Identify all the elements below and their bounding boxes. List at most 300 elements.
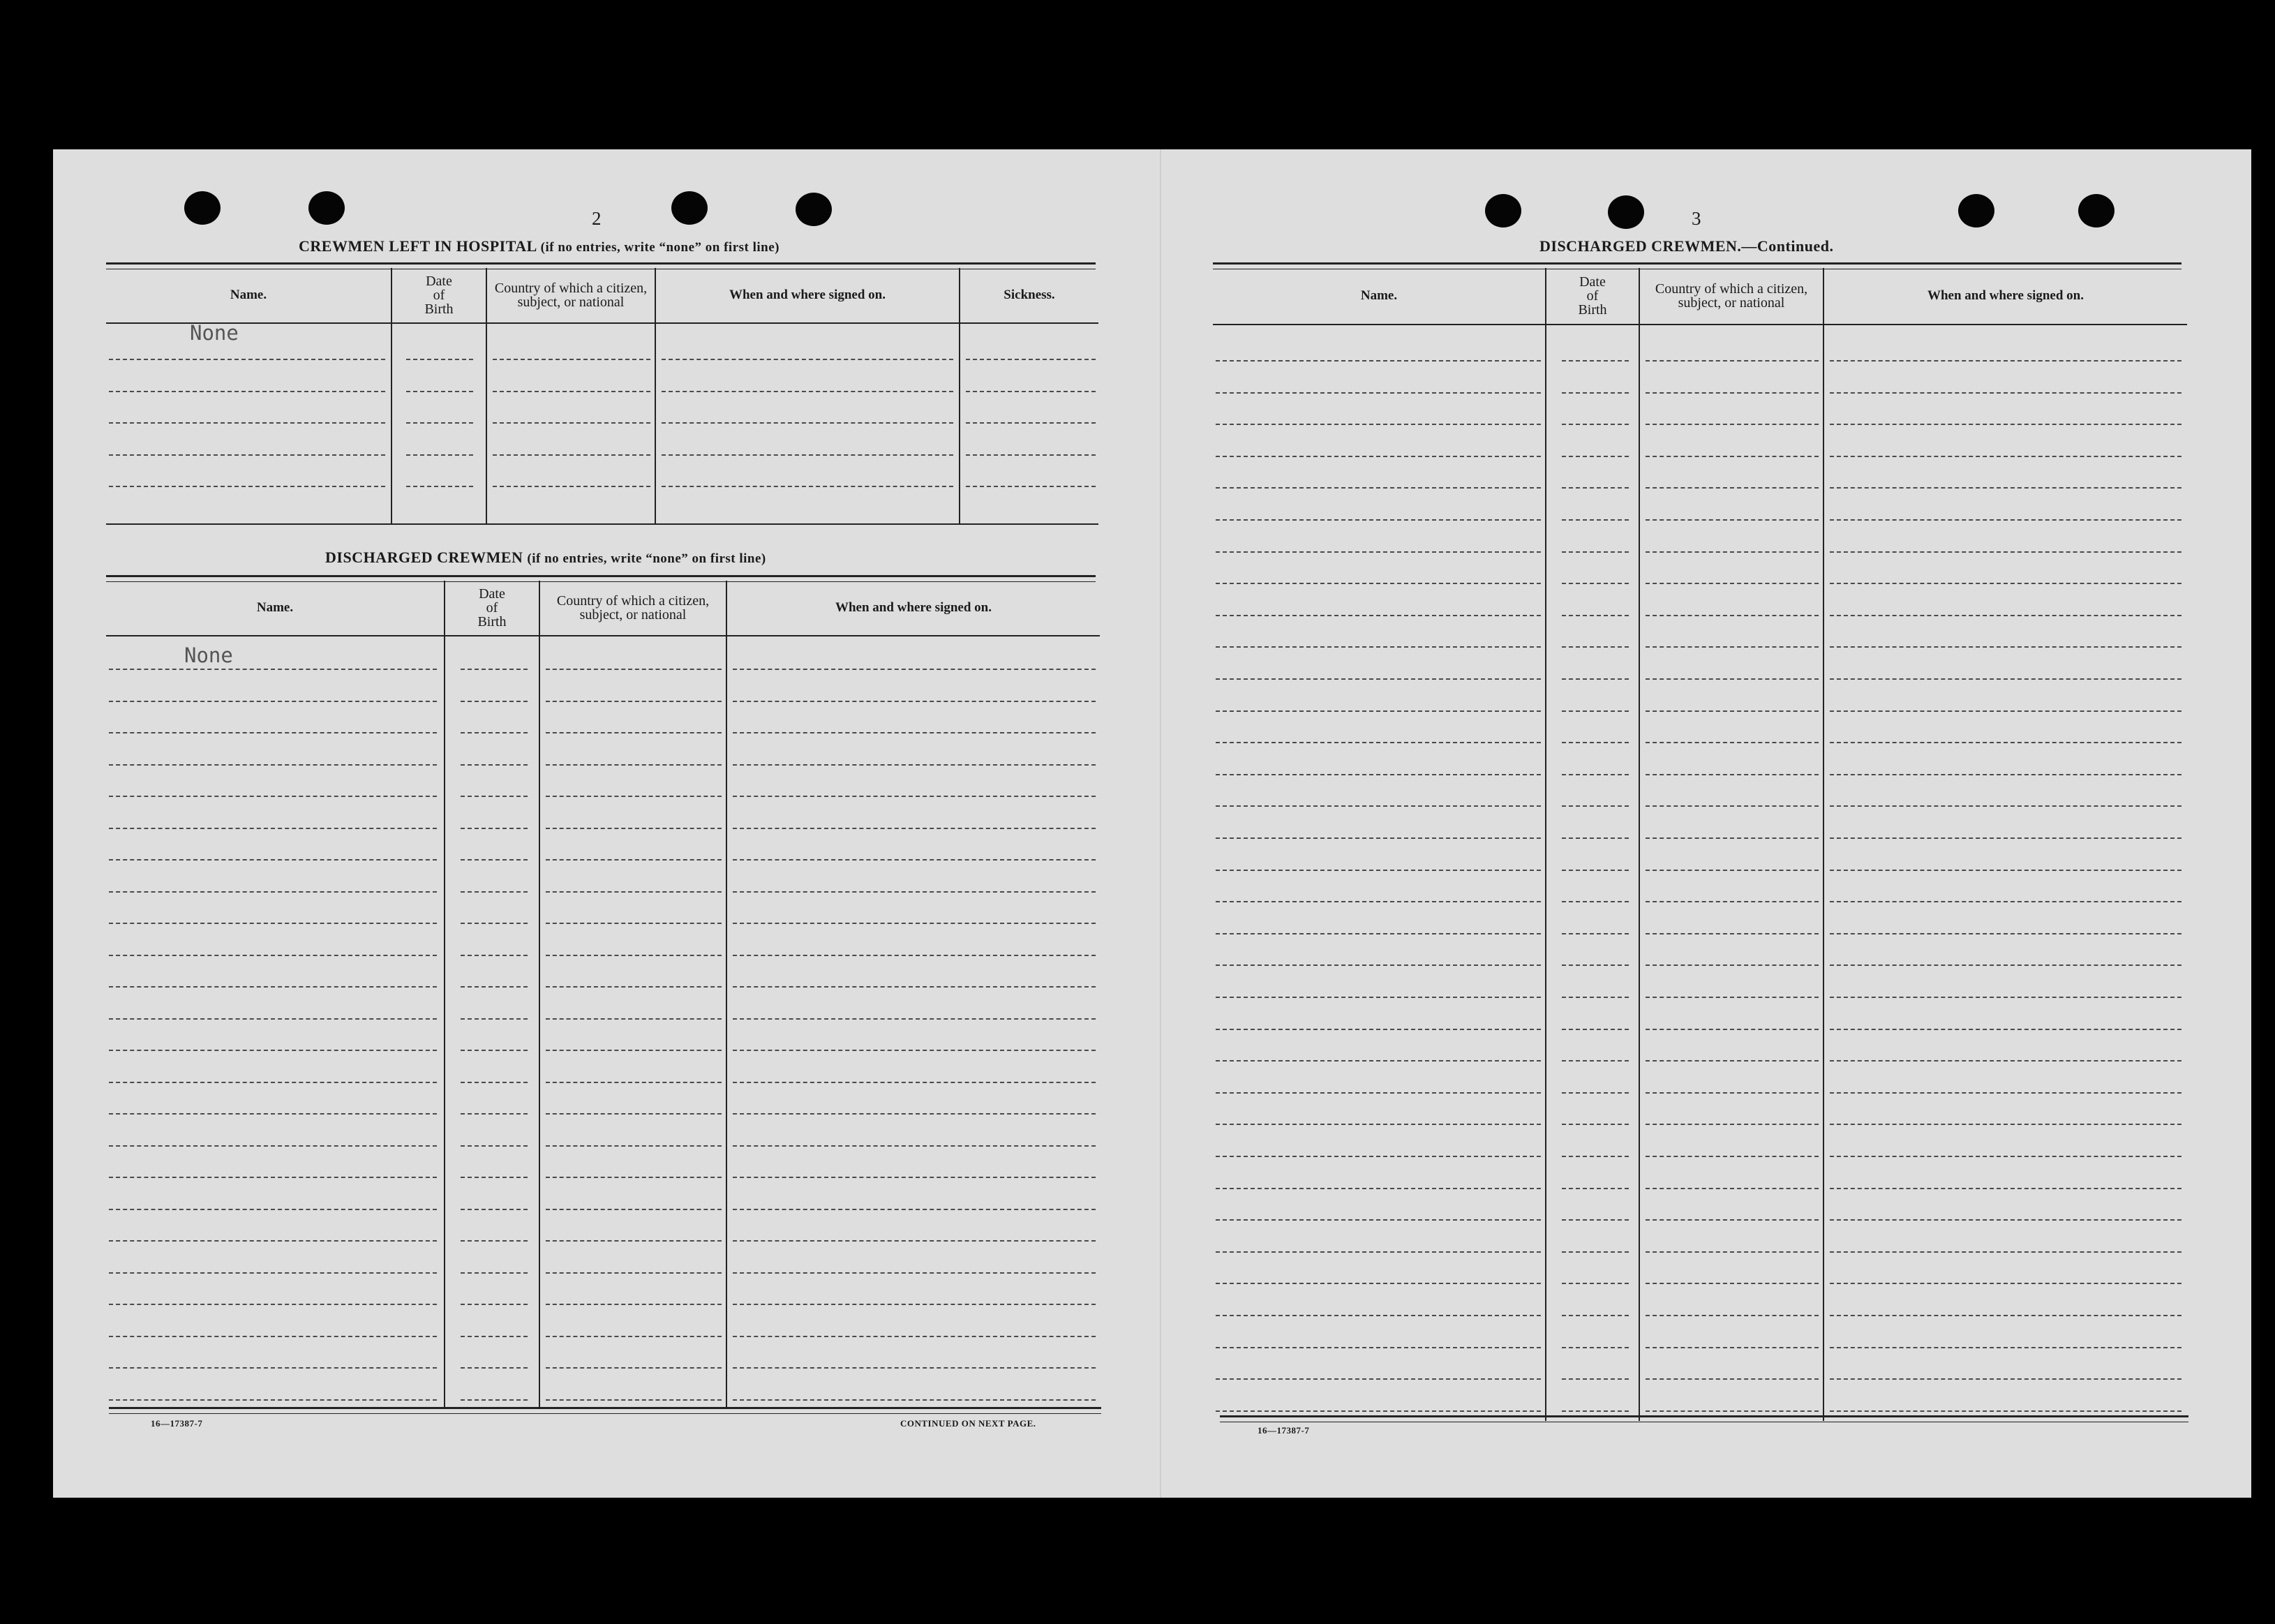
entry-line (546, 923, 722, 924)
hospital-table (106, 268, 1098, 523)
entry-line (1830, 774, 2181, 775)
entry-line (461, 1240, 528, 1242)
entry-line (733, 828, 1096, 829)
entry-line (109, 796, 437, 797)
entry-line (1216, 837, 1541, 839)
entry-line (109, 454, 385, 456)
entry-line (461, 1082, 528, 1083)
entry-line (406, 422, 473, 424)
entry-line (1216, 1219, 1541, 1221)
header-bottom-rule (106, 322, 1098, 324)
entry-line (406, 454, 473, 456)
entry-line (406, 391, 473, 392)
handwritten-entry: None (184, 643, 233, 667)
entry-line (662, 422, 953, 424)
discharged-table (106, 581, 1100, 1408)
entry-line (493, 359, 650, 360)
entry-line (546, 1082, 722, 1083)
entry-line (1562, 1092, 1629, 1094)
punch-hole (671, 191, 708, 225)
entry-line (1216, 1347, 1541, 1348)
entry-line (109, 422, 385, 424)
punch-hole (1608, 195, 1644, 229)
entry-line (1646, 392, 1819, 394)
continued-note: CONTINUED ON NEXT PAGE. (900, 1418, 1036, 1429)
discharged-title-text: DISCHARGED CREWMEN (325, 549, 523, 566)
entry-line (461, 859, 528, 861)
entry-line (1562, 742, 1629, 743)
entry-line (109, 859, 437, 861)
entry-line (733, 732, 1096, 733)
entry-line (109, 732, 437, 733)
entry-line (1216, 456, 1541, 457)
entry-line (109, 986, 437, 988)
entry-line (1646, 646, 1819, 648)
entry-line (546, 1177, 722, 1178)
form-number-right: 16—17387-7 (1258, 1425, 1310, 1436)
col-divider (726, 581, 727, 1408)
header-country: Country of which a citizen, subject, or national (494, 281, 648, 310)
entry-line (733, 701, 1096, 702)
entry-line (1562, 774, 1629, 775)
entry-line (461, 1367, 528, 1369)
entry-line (1646, 870, 1819, 871)
entry-line (1646, 678, 1819, 680)
header-date-of-birth: Date of Birth (477, 586, 507, 630)
entry-line (1216, 710, 1541, 712)
entry-line (1830, 1060, 2181, 1061)
entry-line (733, 1240, 1096, 1242)
entry-line (1830, 1315, 2181, 1316)
col-divider (539, 581, 540, 1408)
entry-line (1830, 742, 2181, 743)
entry-line (1562, 870, 1629, 871)
entry-line (733, 986, 1096, 988)
entry-line (1646, 360, 1819, 362)
entry-line (1562, 1315, 1629, 1316)
punch-hole (796, 193, 832, 226)
entry-line (493, 391, 650, 392)
entry-line (733, 1177, 1096, 1178)
entry-line (109, 891, 437, 893)
header-name: Name. (1360, 288, 1398, 303)
hospital-title-text: CREWMEN LEFT IN HOSPITAL (299, 237, 537, 255)
entry-line (109, 764, 437, 766)
entry-line (546, 1113, 722, 1115)
entry-line (109, 1240, 437, 1242)
entry-line (1646, 933, 1819, 934)
header-signed-on: When and where signed on. (835, 600, 992, 615)
entry-line (546, 986, 722, 988)
entry-line (546, 1272, 722, 1274)
entry-line (1562, 1251, 1629, 1253)
entry-line (733, 1113, 1096, 1115)
entry-line (493, 454, 650, 456)
entry-line (662, 391, 953, 392)
entry-line (733, 764, 1096, 766)
entry-line (109, 955, 437, 956)
entry-line (109, 1177, 437, 1178)
entry-line (1562, 1378, 1629, 1380)
entry-line (1830, 1156, 2181, 1157)
entry-line (1830, 1347, 2181, 1348)
entry-line (1646, 424, 1819, 425)
entry-line (1646, 615, 1819, 616)
entry-line (1562, 1029, 1629, 1030)
entry-line (1830, 1283, 2181, 1284)
entry-line (1830, 1251, 2181, 1253)
entry-line (1562, 997, 1629, 998)
entry-line (493, 422, 650, 424)
entry-line (733, 1399, 1096, 1401)
entry-line (733, 1082, 1096, 1083)
punch-hole (184, 191, 221, 225)
entry-line (546, 828, 722, 829)
entry-line (1646, 1378, 1819, 1380)
entry-line (1216, 1029, 1541, 1030)
punch-hole (2078, 194, 2114, 228)
entry-line (546, 955, 722, 956)
entry-line (1646, 551, 1819, 553)
form-number-left: 16—17387-7 (151, 1418, 203, 1429)
col-divider (1545, 268, 1546, 1421)
entry-line (733, 1209, 1096, 1210)
entry-line (1216, 551, 1541, 553)
entry-line (733, 1145, 1096, 1147)
entry-line (1646, 456, 1819, 457)
entry-line (109, 391, 385, 392)
entry-line (1216, 1378, 1541, 1380)
entry-line (109, 701, 437, 702)
entry-line (966, 486, 1096, 487)
entry-line (1646, 519, 1819, 521)
entry-line (966, 359, 1096, 360)
page-number-right: 3 (1692, 208, 1701, 229)
header-bottom-rule (1213, 324, 2187, 325)
hospital-section-title (299, 237, 780, 255)
entry-line (1830, 392, 2181, 394)
entry-line (1646, 964, 1819, 966)
entry-line (461, 1145, 528, 1147)
entry-line (546, 1145, 722, 1147)
entry-line (1830, 710, 2181, 712)
entry-line (461, 1399, 528, 1401)
entry-line (546, 1240, 722, 1242)
entry-line (1646, 487, 1819, 489)
entry-line (461, 669, 528, 670)
entry-line (1562, 551, 1629, 553)
entry-line (1830, 456, 2181, 457)
entry-line (109, 1367, 437, 1369)
entry-line (1216, 964, 1541, 966)
entry-line (966, 391, 1096, 392)
entry-line (1216, 742, 1541, 743)
entry-line (1830, 1124, 2181, 1125)
entry-line (733, 923, 1096, 924)
entry-line (461, 1018, 528, 1020)
right-bottom-rule (1220, 1415, 2188, 1422)
entry-line (1830, 519, 2181, 521)
entry-line (461, 701, 528, 702)
entry-line (1830, 487, 2181, 489)
entry-line (733, 796, 1096, 797)
entry-line (1646, 1124, 1819, 1125)
entry-line (733, 1050, 1096, 1051)
entry-line (733, 955, 1096, 956)
entry-line (1562, 615, 1629, 616)
entry-line (1646, 1156, 1819, 1157)
entry-line (1216, 424, 1541, 425)
entry-line (1216, 392, 1541, 394)
entry-line (1646, 1347, 1819, 1348)
entry-line (1646, 774, 1819, 775)
entry-line (1562, 964, 1629, 966)
entry-line (1562, 360, 1629, 362)
entry-line (461, 796, 528, 797)
entry-line (1562, 1219, 1629, 1221)
discharged-instruction: (if no entries, write “none” on first line) (527, 551, 766, 566)
entry-line (1646, 583, 1819, 584)
entry-line (1216, 615, 1541, 616)
entry-line (1646, 710, 1819, 712)
header-date-of-birth: Date of Birth (424, 274, 454, 317)
entry-line (109, 1209, 437, 1210)
entry-line (546, 1336, 722, 1337)
hospital-bottom-rule (106, 523, 1098, 525)
entry-line (109, 1336, 437, 1337)
col-divider (1639, 268, 1640, 1421)
entry-line (461, 955, 528, 956)
entry-line (1562, 487, 1629, 489)
entry-line (1830, 1188, 2181, 1189)
entry-line (1830, 1378, 2181, 1380)
entry-line (461, 1209, 528, 1210)
entry-line (1562, 392, 1629, 394)
header-bottom-rule (106, 635, 1100, 636)
entry-line (109, 1304, 437, 1305)
entry-line (546, 732, 722, 733)
entry-line (733, 891, 1096, 893)
entry-line (1216, 487, 1541, 489)
entry-line (1830, 837, 2181, 839)
entry-line (406, 486, 473, 487)
entry-line (109, 1145, 437, 1147)
entry-line (109, 1018, 437, 1020)
entry-line (109, 486, 385, 487)
entry-line (546, 859, 722, 861)
entry-line (461, 986, 528, 988)
entry-line (1216, 870, 1541, 871)
entry-line (461, 1113, 528, 1115)
entry-line (406, 359, 473, 360)
page-number-left: 2 (592, 208, 602, 229)
entry-line (733, 1367, 1096, 1369)
entry-line (1216, 1092, 1541, 1094)
entry-line (109, 1113, 437, 1115)
entry-line (546, 1050, 722, 1051)
entry-line (109, 1272, 437, 1274)
entry-line (1646, 1283, 1819, 1284)
entry-line (461, 1304, 528, 1305)
entry-line (1646, 1251, 1819, 1253)
entry-line (1562, 583, 1629, 584)
col-divider (486, 268, 487, 523)
entry-line (1216, 1060, 1541, 1061)
entry-line (1216, 1410, 1541, 1412)
entry-line (1646, 1188, 1819, 1189)
right-discharged-table (1213, 268, 2187, 1421)
entry-line (1216, 1156, 1541, 1157)
entry-line (1562, 710, 1629, 712)
entry-line (461, 1050, 528, 1051)
entry-line (461, 923, 528, 924)
entry-line (546, 1399, 722, 1401)
hospital-instruction: (if no entries, write “none” on first line) (540, 240, 780, 255)
entry-line (1646, 901, 1819, 902)
entry-line (1830, 424, 2181, 425)
entry-line (461, 764, 528, 766)
entry-line (1646, 837, 1819, 839)
entry-line (109, 669, 437, 670)
entry-line (1562, 837, 1629, 839)
entry-line (733, 1336, 1096, 1337)
entry-line (662, 486, 953, 487)
entry-line (546, 764, 722, 766)
col-divider (1823, 268, 1824, 1421)
entry-line (1646, 742, 1819, 743)
entry-line (109, 923, 437, 924)
discharged-bottom-rule (109, 1407, 1101, 1414)
punch-hole (1958, 194, 1994, 228)
entry-line (546, 1367, 722, 1369)
punch-hole (1485, 194, 1521, 228)
entry-line (546, 701, 722, 702)
entry-line (1562, 424, 1629, 425)
header-signed-on: When and where signed on. (729, 288, 886, 302)
entry-line (1216, 774, 1541, 775)
entry-line (1562, 456, 1629, 457)
entry-line (461, 1336, 528, 1337)
entry-line (1830, 901, 2181, 902)
entry-line (733, 1272, 1096, 1274)
entry-line (109, 828, 437, 829)
entry-line (733, 669, 1096, 670)
col-divider (444, 581, 445, 1408)
entry-line (1216, 519, 1541, 521)
entry-line (733, 1304, 1096, 1305)
header-name: Name. (256, 600, 294, 615)
entry-line (109, 1399, 437, 1401)
entry-line (546, 796, 722, 797)
entry-line (109, 359, 385, 360)
entry-line (493, 486, 650, 487)
entry-line (1216, 678, 1541, 680)
entry-line (662, 454, 953, 456)
entry-line (1830, 583, 2181, 584)
header-country: Country of which a citizen, subject, or national (1655, 281, 1808, 311)
entry-line (1646, 1060, 1819, 1061)
entry-line (1646, 1219, 1819, 1221)
entry-line (1646, 1092, 1819, 1094)
entry-line (1830, 1219, 2181, 1221)
header-date-of-birth: Date of Birth (1578, 274, 1607, 318)
entry-line (1562, 1410, 1629, 1412)
entry-line (1830, 615, 2181, 616)
entry-line (1216, 997, 1541, 998)
entry-line (1830, 1092, 2181, 1094)
entry-line (966, 422, 1096, 424)
header-country: Country of which a citizen, subject, or national (556, 593, 710, 623)
entry-line (1562, 1060, 1629, 1061)
entry-line (546, 1304, 722, 1305)
discharged-section-title (325, 549, 766, 567)
entry-line (1646, 805, 1819, 807)
entry-line (109, 1082, 437, 1083)
entry-line (1216, 933, 1541, 934)
entry-line (966, 454, 1096, 456)
entry-line (1562, 901, 1629, 902)
entry-line (1830, 997, 2181, 998)
entry-line (1562, 1283, 1629, 1284)
entry-line (733, 1018, 1096, 1020)
entry-line (461, 828, 528, 829)
entry-line (1562, 1156, 1629, 1157)
entry-line (546, 1018, 722, 1020)
page-fold (1160, 149, 1161, 1498)
entry-line (1830, 1410, 2181, 1412)
entry-line (1562, 678, 1629, 680)
entry-line (461, 891, 528, 893)
entry-line (1830, 551, 2181, 553)
entry-line (461, 1177, 528, 1178)
entry-line (1562, 519, 1629, 521)
entry-line (461, 1272, 528, 1274)
header-name: Name. (230, 288, 267, 302)
punch-hole (308, 191, 345, 225)
entry-line (1830, 933, 2181, 934)
entry-line (1830, 646, 2181, 648)
entry-line (1216, 1124, 1541, 1125)
entry-line (1216, 646, 1541, 648)
entry-line (1562, 1124, 1629, 1125)
entry-line (1646, 1029, 1819, 1030)
entry-line (546, 891, 722, 893)
right-section-title: DISCHARGED CREWMEN.—Continued. (1539, 237, 1834, 255)
entry-line (1646, 997, 1819, 998)
entry-line (1830, 1029, 2181, 1030)
handwritten-entry: None (190, 321, 239, 345)
entry-line (109, 1050, 437, 1051)
entry-line (1216, 1283, 1541, 1284)
header-signed-on: When and where signed on. (1927, 288, 2084, 303)
entry-line (1830, 964, 2181, 966)
entry-line (662, 359, 953, 360)
entry-line (1562, 805, 1629, 807)
entry-line (1562, 1188, 1629, 1189)
entry-line (1830, 678, 2181, 680)
entry-line (461, 732, 528, 733)
entry-line (1216, 805, 1541, 807)
entry-line (1216, 1251, 1541, 1253)
header-sickness: Sickness. (1004, 288, 1055, 302)
entry-line (1562, 933, 1629, 934)
entry-line (1216, 583, 1541, 584)
entry-line (1216, 901, 1541, 902)
entry-line (1216, 1315, 1541, 1316)
entry-line (1830, 805, 2181, 807)
entry-line (1646, 1410, 1819, 1412)
entry-line (733, 859, 1096, 861)
